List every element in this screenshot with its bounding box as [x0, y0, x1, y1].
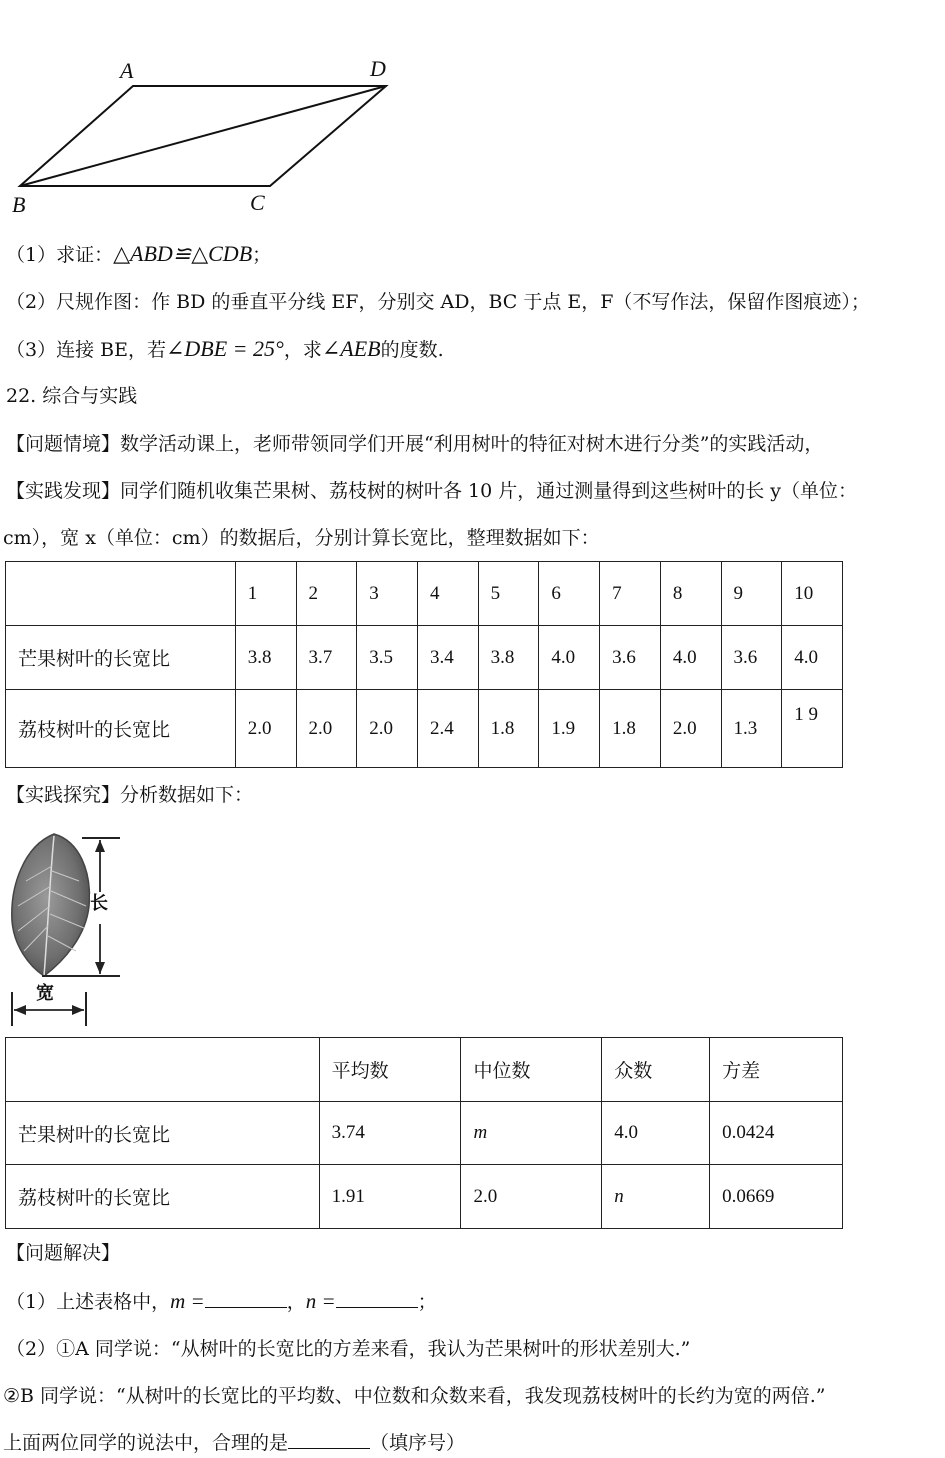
table-cell: 3.7: [296, 626, 357, 690]
table-cell: 2.0: [660, 690, 721, 768]
table-cell: 1.9: [539, 690, 600, 768]
table-cell: 2.0: [461, 1165, 602, 1229]
table-cell: 2.0: [357, 690, 418, 768]
table-header-cell: 方差: [710, 1038, 843, 1102]
table-header-cell: [6, 562, 236, 626]
solve-part3: 上面两位同学的说法中，合理的是 （填序号）: [3, 1432, 466, 1454]
table-cell: 4.0: [782, 626, 843, 690]
table-header-cell: 4: [417, 562, 478, 626]
answer-blank-choice[interactable]: [288, 1430, 370, 1449]
table-cell: 3.5: [357, 626, 418, 690]
table-cell: 2.0: [296, 690, 357, 768]
table-header-cell: 9: [721, 562, 782, 626]
table-header-cell: 7: [600, 562, 661, 626]
table-row: [6, 1102, 843, 1165]
problem-solving-title: 【问题解决】: [6, 1242, 121, 1264]
q21-part3: （3）连接 BE，若∠DBE = 25°，求∠AEB的度数.: [6, 336, 444, 361]
row-label: 芒果树叶的长宽比: [6, 1102, 320, 1165]
table-header-row: [6, 562, 843, 626]
table-header-cell: 众数: [602, 1038, 710, 1102]
row-label: 荔枝树叶的长宽比: [6, 690, 236, 768]
table-cell: 3.8: [235, 626, 296, 690]
table-cell: 3.6: [721, 626, 782, 690]
table-row: [6, 626, 843, 690]
table-cell: 2.4: [417, 690, 478, 768]
table-cell: 3.8: [478, 626, 539, 690]
practice-discovery-line1: 【实践发现】同学们随机收集芒果树、荔枝树的树叶各 10 片，通过测量得到这些树叶的长 y（单位：: [6, 480, 858, 502]
q21-part2: （2）尺规作图：作 BD 的垂直平分线 EF，分别交 AD，BC 于点 E，F（不写作法，保留作图痕迹）；: [6, 291, 870, 313]
table-header-cell: 10: [782, 562, 843, 626]
answer-blank-n[interactable]: [336, 1289, 418, 1308]
table-header-cell: [6, 1038, 320, 1102]
table-cell: 4.0: [539, 626, 600, 690]
table-cell: 0.0424: [710, 1102, 843, 1165]
practice-discovery-line2: cm），宽 x（单位：cm）的数据后，分别计算长宽比，整理数据如下：: [3, 527, 600, 549]
parallelogram-figure: [0, 50, 420, 220]
leaf-length-label: 长: [90, 893, 108, 914]
statistics-table: [5, 1037, 843, 1229]
table-cell: 4.0: [602, 1102, 710, 1165]
table-cell: 1 9: [782, 690, 843, 768]
row-label: 荔枝树叶的长宽比: [6, 1165, 320, 1229]
table-cell: n: [602, 1165, 710, 1229]
table-cell: 1.3: [721, 690, 782, 768]
table-header-row: [6, 1038, 843, 1102]
table-cell: 3.4: [417, 626, 478, 690]
vertex-label-d: D: [370, 56, 386, 81]
table-cell: 3.6: [600, 626, 661, 690]
leaf-image: [4, 826, 124, 1028]
table-header-cell: 3: [357, 562, 418, 626]
vertex-label-b: B: [12, 192, 26, 217]
solve-part2-a: （2）①A 同学说：“从树叶的长宽比的方差来看，我认为芒果树叶的形状差别大.”: [6, 1338, 691, 1360]
solve-part1: （1）上述表格中，m = ，n = ；: [6, 1289, 437, 1313]
row-label: 芒果树叶的长宽比: [6, 626, 236, 690]
table-cell: 1.8: [478, 690, 539, 768]
table-header-cell: 8: [660, 562, 721, 626]
vertex-label-a: A: [120, 58, 134, 83]
table-header-cell: 6: [539, 562, 600, 626]
solve-part2-b: ②B 同学说：“从树叶的长宽比的平均数、中位数和众数来看，我发现荔枝树叶的长约为宽的两倍.”: [3, 1385, 826, 1407]
table-header-cell: 中位数: [461, 1038, 602, 1102]
table-header-cell: 5: [478, 562, 539, 626]
table-header-cell: 1: [235, 562, 296, 626]
practice-explore: 【实践探究】分析数据如下：: [6, 784, 254, 806]
table-cell: 4.0: [660, 626, 721, 690]
vertex-label-c: C: [250, 190, 265, 215]
table-row: [6, 1165, 843, 1229]
table-row: [6, 690, 843, 768]
table-cell: 0.0669: [710, 1165, 843, 1229]
table-cell: 2.0: [235, 690, 296, 768]
table-cell: 3.74: [319, 1102, 461, 1165]
answer-blank-m[interactable]: [205, 1289, 287, 1308]
table-cell: m: [461, 1102, 602, 1165]
q21-part1: （1）求证：△ABD≌△CDB；: [6, 241, 272, 266]
problem-situation: 【问题情境】数学活动课上，老师带领同学们开展“利用树叶的特征对树木进行分类”的实践活动，: [6, 433, 824, 455]
table-header-cell: 平均数: [319, 1038, 461, 1102]
leaf-ratio-table: [5, 561, 843, 768]
table-header-cell: 2: [296, 562, 357, 626]
table-cell: 1.91: [319, 1165, 461, 1229]
leaf-width-label: 宽: [36, 983, 54, 1004]
q22-title: 22. 综合与实践: [6, 385, 138, 407]
table-cell: 1.8: [600, 690, 661, 768]
